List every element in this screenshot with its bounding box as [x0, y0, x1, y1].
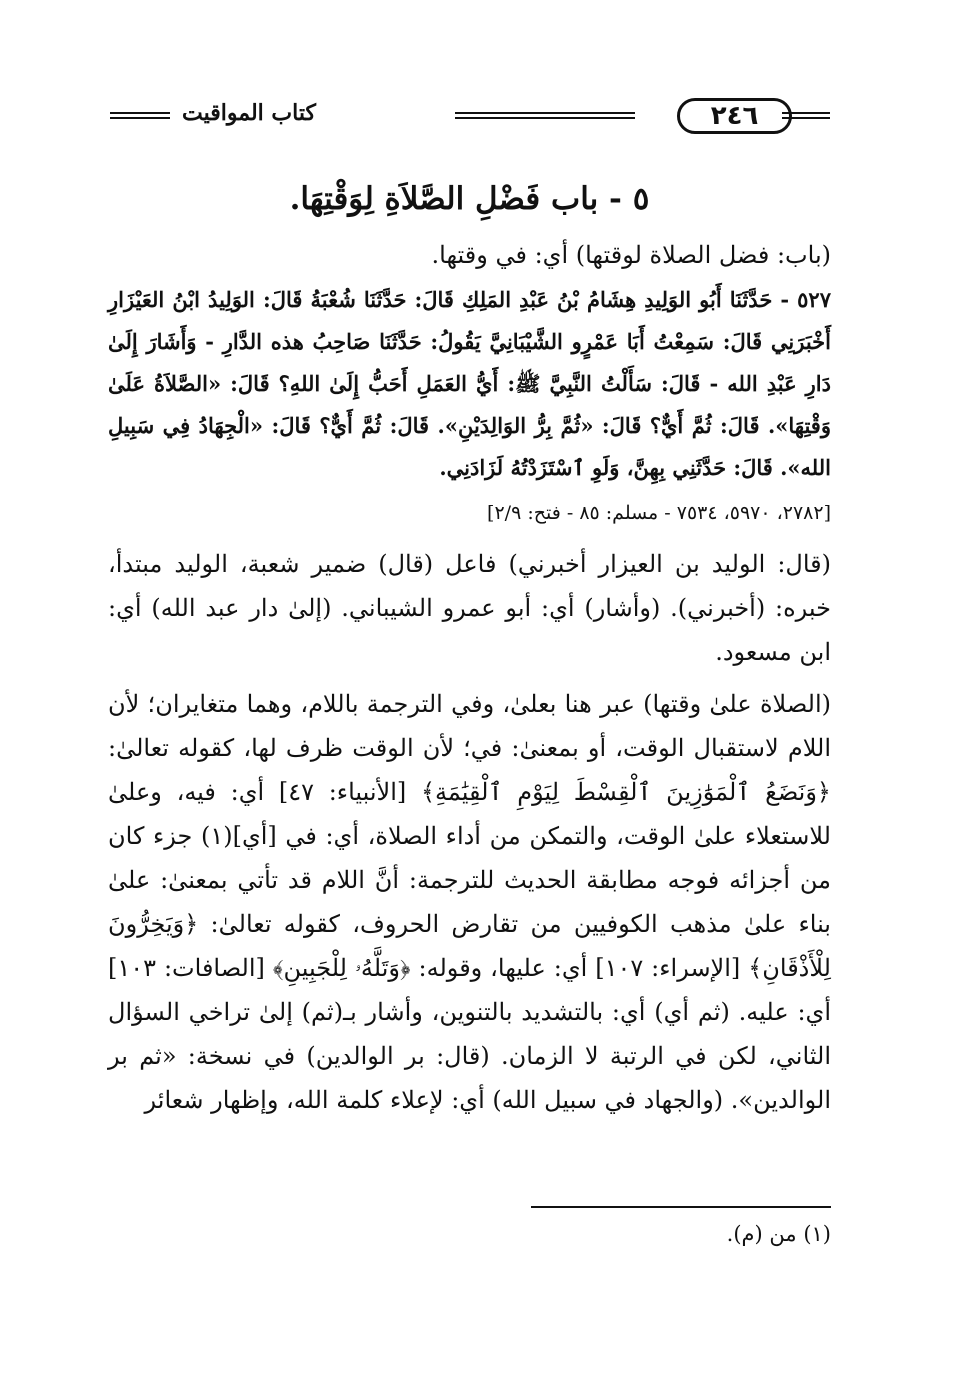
hadith-text: ٥٢٧ - حَدَّثَنَا أَبُو الوَلِيدِ هِشَامُ بْنُ عَبْدِ المَلِكِ قَالَ: حَدَّثَنَا شُعْبَةُ قَالَ: الوَلِيدُ ابْنُ العَيْزَارِ أَخْبَرَنِي قَالَ: سَمِعْتُ أَبَا عَمْرٍو الشَّيْبَانِيَّ يَقُولُ: حَدَّثَنَا صَاحِبُ هذه الدَّارِ - وَأَشَارَ إِلَىٰ دَارِ عَبْدِ الله - قَالَ: سَأَلْتُ النَّبِيَّ ﷺ: أَيُّ العَمَلِ أَحَبُّ إِلَىٰ اللهِ؟ قَالَ: «الصَّلاَةُ عَلَىٰ وَقْتِهَا». قَالَ: ثُمَّ أَيٌّ؟ قَالَ: «ثُمَّ بِرُّ الوَالِدَيْنِ». قَالَ: ثُمَّ أَيٌّ؟ قَالَ: «الْجِهَادُ فِي سَبِيلِ الله». قَالَ: حَدَّثَنِي بِهِنَّ، وَلَوِ ٱسْتَزَدْتُهُ لَزَادَنِي. [108, 287, 831, 480]
commentary-paragraph: (قال: الوليد بن العيزار أخبرني) فاعل (قال) ضمير شعبة، الوليد مبتدأ، خبره: (أخبرني). (وأشار) أي: أبو عمرو الشيباني. (إلىٰ دار عبد الله) أي: ابن مسعود. [108, 550, 831, 666]
header-rule-left [110, 112, 170, 119]
chapter-title: ٥ - باب فَضْلِ الصَّلاَةِ لِوَقْتِهَا. [289, 181, 650, 217]
book-title: كتاب المواقيت [182, 100, 316, 126]
page-content [108, 175, 831, 1122]
commentary-paragraph: (الصلاة علىٰ وقتها) عبر هنا بعلىٰ، وفي الترجمة باللام، وهما متغايران؛ لأن اللام لاستقبال الوقت، أو بمعنىٰ: في؛ لأن الوقت ظرف لها، كقوله تعالىٰ: ﴿وَنَضَعُ ٱلْمَوَٰزِينَ ٱلْقِسْطَ لِيَوْمِ ٱلْقِيَٰمَةِ﴾ [الأنبياء: ٤٧] أي: فيه، وعلىٰ للاستعلاء علىٰ الوقت، والتمكن من أداء الصلاة، أي: في [أي](١) جزء كان من أجزائه فوجه مطابقة الحديث للترجمة: أنَّ اللام قد تأتي بمعنىٰ: علىٰ بناء علىٰ مذهب الكوفيين من تقارض الحروف، كقوله تعالىٰ: ﴿وَيَخِرُّونَ لِلْأَذْقَانِ﴾ [الإسراء: ١٠٧] أي: عليها، وقوله: ﴿وَتَلَّهُۥ لِلْجَبِينِ﴾ [الصافات: ١٠٣] أي: عليه. (ثم أي) أي: بالتشديد بالتنوين، وأشار بـ(ثم) إلىٰ تراخي السؤال الثاني، لكن في الرتبة لا الزمان. (قال: بر الوالدين) في نسخة: «ثم بر الوالدين». (والجهاد في سبيل الله) أي: لإعلاء كلمة الله، وإظهار شعائر [108, 690, 831, 1114]
page-number: ٢٤٦ [677, 98, 792, 134]
hadith-references [108, 491, 831, 534]
footnote-divider [531, 1206, 831, 1208]
page-header [110, 98, 830, 138]
footnote: (١) من (م). [726, 1222, 831, 1246]
hadith-reference-numbers: [٢٧٨٢، ٥٩٧٠، ٧٥٣٤ - مسلم: ٨٥ - فتح: ٢/٩] [487, 502, 831, 524]
chapter-gloss: (باب: فضل الصلاة لوقتها) أي: في وقتها. [431, 241, 831, 269]
header-rule-middle [455, 112, 635, 119]
